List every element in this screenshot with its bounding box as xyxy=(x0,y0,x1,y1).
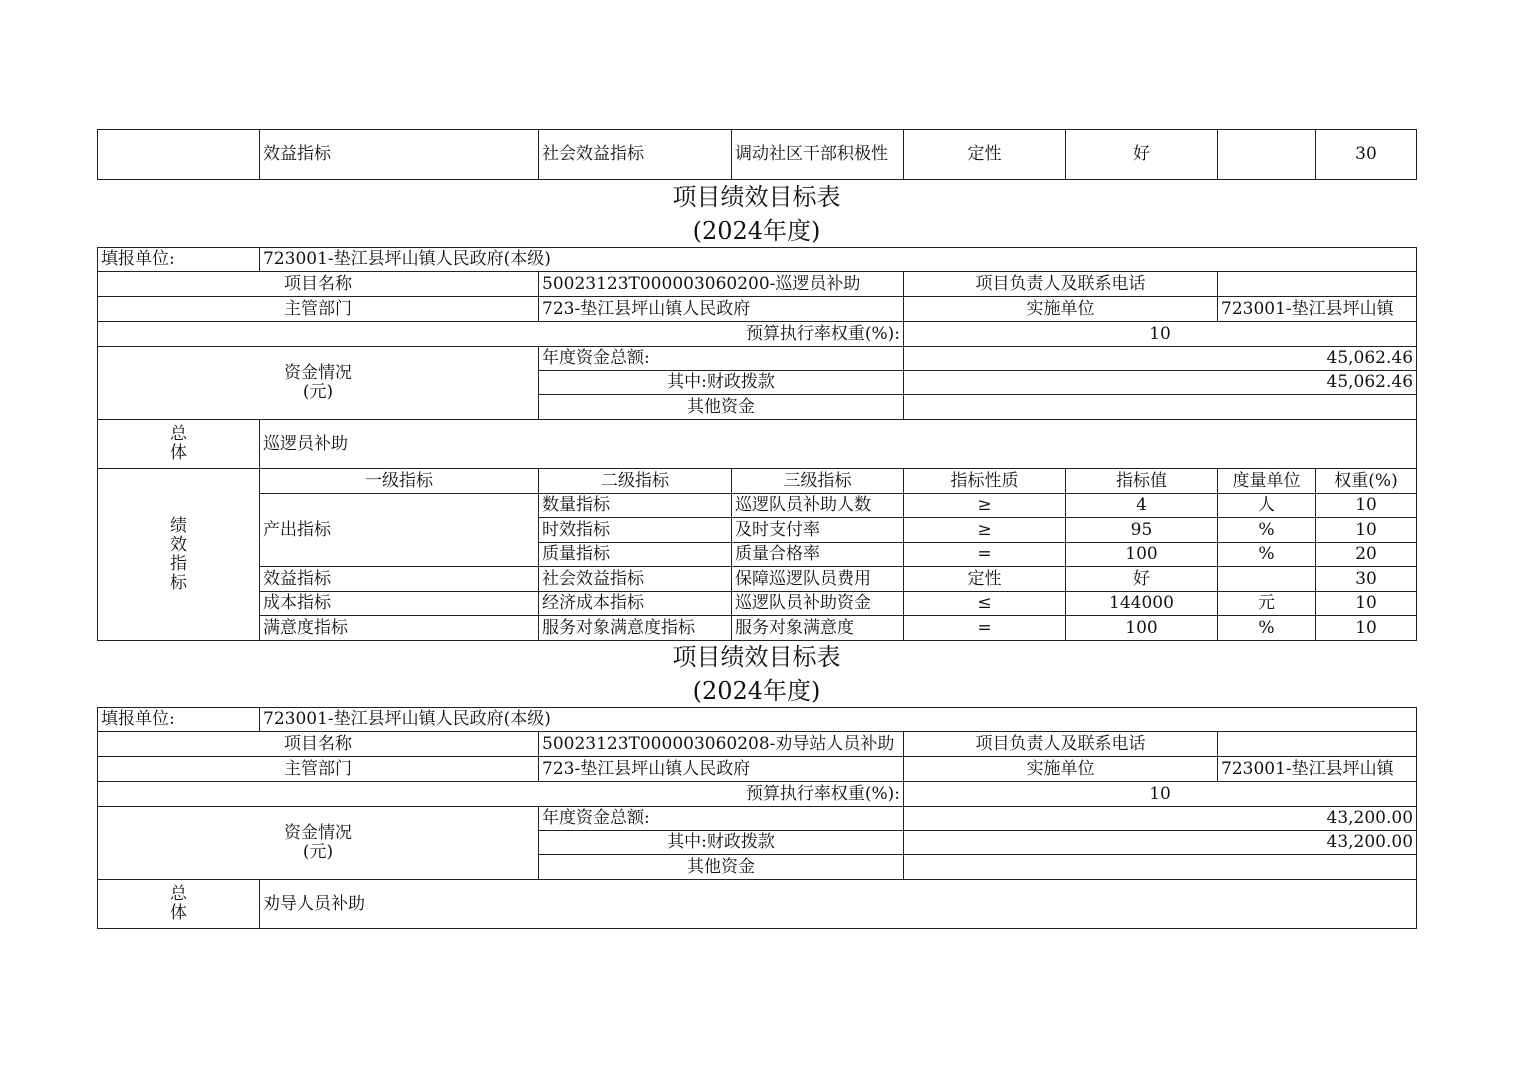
header-weight: 权重(%) xyxy=(1316,469,1417,494)
overall-label xyxy=(98,420,260,469)
fill-unit-label: 填报单位: xyxy=(98,248,260,272)
indicator-unit: % xyxy=(1218,543,1316,567)
level3-indicator: 巡逻队员补助人数 xyxy=(732,494,904,518)
indicator-value: 100 xyxy=(1066,616,1218,641)
blank-cell xyxy=(98,130,260,180)
indicator-unit: % xyxy=(1218,518,1316,543)
level2-indicator: 社会效益指标 xyxy=(539,130,732,180)
overall-label-line1: 总 xyxy=(170,424,187,444)
indicator-unit xyxy=(1218,130,1316,180)
perf-label-char: 效 xyxy=(170,534,187,555)
continuation-table xyxy=(97,129,1417,180)
header-level3: 三级指标 xyxy=(732,469,904,494)
level3-indicator: 服务对象满意度 xyxy=(732,616,904,641)
indicator-value: 95 xyxy=(1066,518,1218,543)
indicator-nature: 定性 xyxy=(904,130,1066,180)
level2-indicator: 经济成本指标 xyxy=(539,592,732,616)
overall-label xyxy=(98,880,260,929)
level1-indicator: 成本指标 xyxy=(260,592,539,616)
level2-indicator: 社会效益指标 xyxy=(539,567,732,592)
project-name-value: 50023123T000003060200-巡逻员补助 xyxy=(539,272,904,297)
fund-other-label: 其他资金 xyxy=(539,855,904,880)
table-year: (2024年度) xyxy=(692,217,821,245)
level3-indicator: 巡逻队员补助资金 xyxy=(732,592,904,616)
perf-label-char: 标 xyxy=(170,572,187,593)
indicator-weight: 10 xyxy=(1316,518,1417,543)
indicator-weight: 30 xyxy=(1316,567,1417,592)
indicator-nature: 定性 xyxy=(904,567,1066,592)
indicator-weight: 10 xyxy=(1316,616,1417,641)
level3-indicator: 保障巡逻队员费用 xyxy=(732,567,904,592)
level1-indicator: 产出指标 xyxy=(260,494,539,567)
level2-indicator: 时效指标 xyxy=(539,518,732,543)
header-nature: 指标性质 xyxy=(904,469,1066,494)
table-row xyxy=(98,347,1417,371)
indicator-value: 4 xyxy=(1066,494,1218,518)
fund-label-line1: 资金情况 xyxy=(284,363,352,383)
table-row xyxy=(98,420,1417,469)
dept-value: 723-垫江县坪山镇人民政府 xyxy=(539,297,904,322)
table-title: 项目绩效目标表 xyxy=(672,643,841,671)
perf-indicator-label xyxy=(98,469,260,641)
fund-other-value xyxy=(904,395,1417,420)
level1-indicator: 效益指标 xyxy=(260,130,539,180)
overall-label-line2: 体 xyxy=(170,903,187,923)
fund-label xyxy=(98,347,539,420)
table-year: (2024年度) xyxy=(692,677,821,705)
indicator-weight: 20 xyxy=(1316,543,1417,567)
indicator-nature: = xyxy=(904,543,1066,567)
contact-value xyxy=(1218,272,1417,297)
table-row xyxy=(98,807,1417,831)
table-row xyxy=(98,782,1417,807)
indicator-weight: 10 xyxy=(1316,494,1417,518)
indicator-nature: ≤ xyxy=(904,592,1066,616)
fund-fiscal-value: 43,200.00 xyxy=(904,831,1417,855)
indicator-nature: = xyxy=(904,616,1066,641)
dept-value: 723-垫江县坪山镇人民政府 xyxy=(539,757,904,782)
budget-rate-label: 预算执行率权重(%): xyxy=(98,322,904,347)
impl-label: 实施单位 xyxy=(904,297,1218,322)
fund-label-line2: (元) xyxy=(302,842,334,862)
impl-value: 723001-垫江县坪山镇 xyxy=(1218,757,1417,782)
level2-indicator: 服务对象满意度指标 xyxy=(539,616,732,641)
dept-label: 主管部门 xyxy=(98,757,539,782)
fill-unit-value: 723001-垫江县坪山镇人民政府(本级) xyxy=(260,708,1417,732)
budget-rate-label: 预算执行率权重(%): xyxy=(98,782,904,807)
table-row xyxy=(98,880,1417,929)
table-row xyxy=(98,130,1417,180)
fund-total-value: 43,200.00 xyxy=(904,807,1417,831)
fund-other-value xyxy=(904,855,1417,880)
indicator-value: 好 xyxy=(1066,130,1218,180)
indicator-nature: ≥ xyxy=(904,518,1066,543)
fund-total-label: 年度资金总额: xyxy=(539,807,904,831)
level3-indicator: 质量合格率 xyxy=(732,543,904,567)
fund-other-label: 其他资金 xyxy=(539,395,904,420)
budget-rate-value: 10 xyxy=(904,782,1417,807)
table-row xyxy=(98,592,1417,616)
perf-label-char: 指 xyxy=(170,553,187,574)
table-row xyxy=(98,567,1417,592)
performance-table-2 xyxy=(97,707,1417,929)
level1-indicator: 满意度指标 xyxy=(260,616,539,641)
header-level1: 一级指标 xyxy=(260,469,539,494)
performance-table-1 xyxy=(97,247,1417,641)
header-value: 指标值 xyxy=(1066,469,1218,494)
perf-label-char: 绩 xyxy=(170,515,187,536)
impl-value: 723001-垫江县坪山镇 xyxy=(1218,297,1417,322)
level3-indicator: 及时支付率 xyxy=(732,518,904,543)
indicator-value: 100 xyxy=(1066,543,1218,567)
indicator-unit: % xyxy=(1218,616,1316,641)
dept-label: 主管部门 xyxy=(98,297,539,322)
indicator-weight: 30 xyxy=(1316,130,1417,180)
table-row xyxy=(98,297,1417,322)
overall-value: 劝导人员补助 xyxy=(260,880,1417,929)
budget-rate-value: 10 xyxy=(904,322,1417,347)
project-name-label: 项目名称 xyxy=(98,272,539,297)
fund-fiscal-label: 其中:财政拨款 xyxy=(539,831,904,855)
table-row xyxy=(98,708,1417,732)
indicator-nature: ≥ xyxy=(904,494,1066,518)
fund-label-line1: 资金情况 xyxy=(284,823,352,843)
overall-label-line1: 总 xyxy=(170,884,187,904)
contact-label: 项目负责人及联系电话 xyxy=(904,732,1218,757)
indicator-value: 144000 xyxy=(1066,592,1218,616)
indicator-unit xyxy=(1218,567,1316,592)
indicator-weight: 10 xyxy=(1316,592,1417,616)
indicator-unit: 元 xyxy=(1218,592,1316,616)
table-row xyxy=(98,757,1417,782)
table-row xyxy=(98,616,1417,641)
table-header-row xyxy=(98,469,1417,494)
fund-total-label: 年度资金总额: xyxy=(539,347,904,371)
contact-value xyxy=(1218,732,1417,757)
level2-indicator: 数量指标 xyxy=(539,494,732,518)
project-name-value: 50023123T000003060208-劝导站人员补助 xyxy=(539,732,904,757)
contact-label: 项目负责人及联系电话 xyxy=(904,272,1218,297)
level3-indicator: 调动社区干部积极性 xyxy=(732,130,904,180)
fund-fiscal-value: 45,062.46 xyxy=(904,371,1417,395)
table-row xyxy=(98,272,1417,297)
table-title: 项目绩效目标表 xyxy=(672,183,841,211)
project-name-label: 项目名称 xyxy=(98,732,539,757)
table-row xyxy=(98,248,1417,272)
header-level2: 二级指标 xyxy=(539,469,732,494)
table-row xyxy=(98,732,1417,757)
fill-unit-label: 填报单位: xyxy=(98,708,260,732)
fund-label-line2: (元) xyxy=(302,382,334,402)
indicator-unit: 人 xyxy=(1218,494,1316,518)
overall-label-line2: 体 xyxy=(170,443,187,463)
indicator-value: 好 xyxy=(1066,567,1218,592)
fill-unit-value: 723001-垫江县坪山镇人民政府(本级) xyxy=(260,248,1417,272)
fund-fiscal-label: 其中:财政拨款 xyxy=(539,371,904,395)
impl-label: 实施单位 xyxy=(904,757,1218,782)
fund-label xyxy=(98,807,539,880)
table-row xyxy=(98,494,1417,518)
level2-indicator: 质量指标 xyxy=(539,543,732,567)
fund-total-value: 45,062.46 xyxy=(904,347,1417,371)
level1-indicator: 效益指标 xyxy=(260,567,539,592)
overall-value: 巡逻员补助 xyxy=(260,420,1417,469)
header-unit: 度量单位 xyxy=(1218,469,1316,494)
table-row xyxy=(98,322,1417,347)
